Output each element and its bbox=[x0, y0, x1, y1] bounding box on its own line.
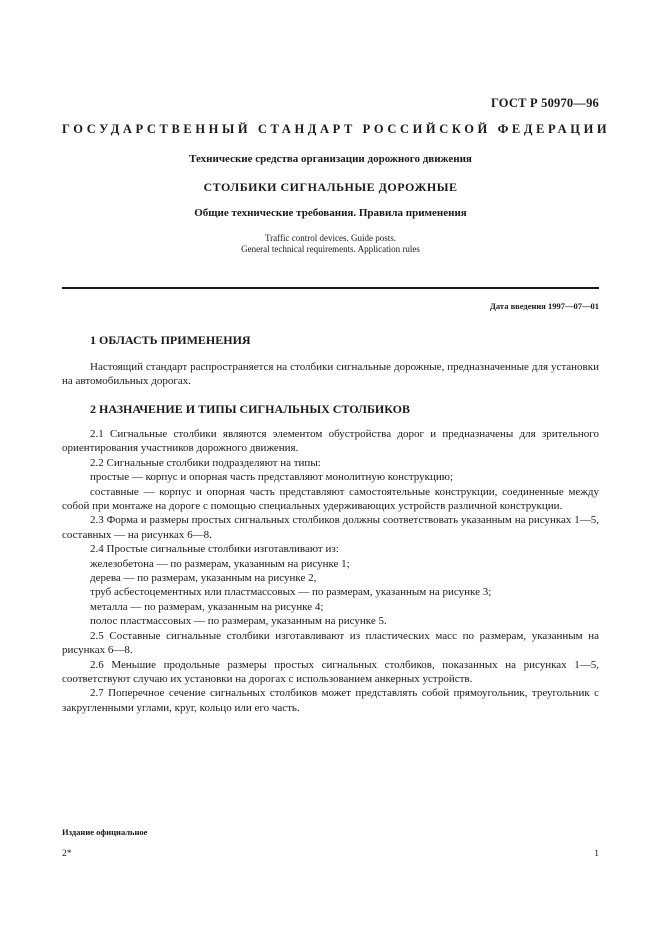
document-subtitle: Технические средства организации дорожного движения bbox=[189, 153, 472, 165]
clause-2-7: 2.7 Поперечное сечение сигнальных столбиков может представлять собой прямоугольник, треугольник с закругленными углами, круг, кольцо или его часть. bbox=[62, 687, 599, 714]
clause-2-3: 2.3 Форма и размеры простых сигнальных столбиков должны соответствовать указанным на рисунках 1—5, составных — на рисунках 6—8. bbox=[62, 514, 599, 541]
list-item: дерева — по размерам, указанным на рисунке 2, bbox=[90, 572, 317, 585]
header-divider bbox=[62, 287, 599, 289]
clause-2-2-composite: составные — корпус и опорная часть представляют самостоятельные конструкции, соединенные между собой при монтаже на дороге с помощью специальных удерживающих устройств различной конструкции. bbox=[62, 485, 599, 513]
document-code: ГОСТ Р 50970—96 bbox=[490, 96, 599, 110]
list-item: полос пластмассовых — по размерам, указанным на рисунке 5. bbox=[90, 615, 387, 628]
list-item: железобетона — по размерам, указанным на рисунке 1; bbox=[90, 557, 350, 570]
official-edition-note: Издание официальное bbox=[62, 827, 148, 837]
section-1-body bbox=[62, 360, 599, 389]
clause-2-2-simple: простые — корпус и опорная часть представляют монолитную конструкцию; bbox=[90, 471, 454, 484]
section-1-heading: 1 ОБЛАСТЬ ПРИМЕНЕНИЯ bbox=[90, 333, 251, 347]
clause-2-1: 2.1 Сигнальные столбики являются элементом обустройства дорог и предназначены для зрительного ориентирования участников дорожного движения. bbox=[62, 428, 599, 455]
introduction-date: Дата введения 1997—07—01 bbox=[490, 301, 599, 311]
page-number: 1 bbox=[594, 849, 599, 859]
list-item: труб асбестоцементных или пластмассовых — по размерам, указанным на рисунке 3; bbox=[90, 586, 492, 599]
document-sub-subtitle: Общие технические требования. Правила применения bbox=[194, 207, 467, 219]
section-2-body bbox=[62, 427, 599, 715]
clause-2-2: 2.2 Сигнальные столбики подразделяют на типы: bbox=[90, 456, 321, 469]
list-item: металла — по размерам, указанным на рисунке 4; bbox=[90, 600, 324, 613]
page-mark-left: 2* bbox=[62, 849, 72, 859]
clause-2-4: 2.4 Простые сигнальные столбики изготавливают из: bbox=[90, 543, 339, 556]
section-1-paragraph: Настоящий стандарт распространяется на столбики сигнальные дорожные, предназначенные для установки на автомобильных дорогах. bbox=[62, 361, 599, 388]
document-title: СТОЛБИКИ СИГНАЛЬНЫЕ ДОРОЖНЫЕ bbox=[203, 180, 458, 194]
section-2-heading: 2 НАЗНАЧЕНИЕ И ТИПЫ СИГНАЛЬНЫХ СТОЛБИКОВ bbox=[90, 402, 410, 416]
english-title-line-2: General technical requirements. Application rules bbox=[241, 244, 420, 254]
clause-2-6: 2.6 Меньшие продольные размеры простых сигнальных столбиков, показанных на рисунках 1—5, соответствуют случаю их установки на дорогах с использованием анкерных устройств. bbox=[62, 658, 599, 685]
standard-title: ГОСУДАРСТВЕННЫЙ СТАНДАРТ РОССИЙСКОЙ ФЕДЕРАЦИИ bbox=[62, 122, 611, 136]
clause-2-5: 2.5 Составные сигнальные столбики изготавливают из пластических масс по размерам, указанным на рисунках 6—8. bbox=[62, 629, 599, 657]
english-title-line-1: Traffic control devices. Guide posts. bbox=[265, 233, 396, 243]
